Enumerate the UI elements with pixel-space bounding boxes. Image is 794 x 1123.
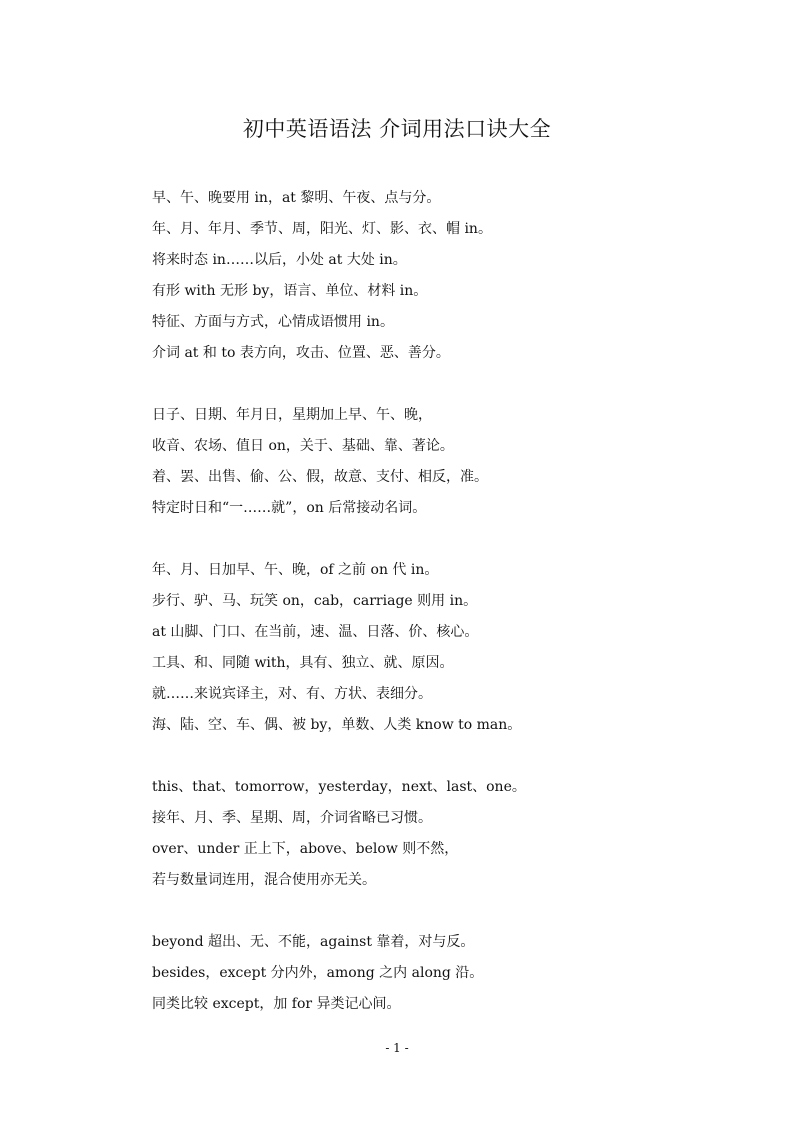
text-line: 接年、月、季、星期、周，介词省略已习惯。 xyxy=(152,810,432,826)
text-line: 早、午、晚要用 in，at 黎明、午夜、点与分。 xyxy=(152,190,441,206)
text-line: 就……来说宾译主，对、有、方状、表细分。 xyxy=(152,686,432,702)
text-line: 特征、方面与方式，心情成语惯用 in。 xyxy=(152,314,394,330)
text-line: 将来时态 in……以后，小处 at 大处 in。 xyxy=(152,252,407,268)
stanza xyxy=(152,555,752,741)
text-line: 若与数量词连用，混合使用亦无关。 xyxy=(152,872,376,888)
page-title: 初中英语语法 介词用法口诀大全 xyxy=(242,117,552,141)
text-line: besides，except 分内外，among 之内 along 沿。 xyxy=(152,965,484,981)
text-line: 工具、和、同随 with，具有、独立、就、原因。 xyxy=(152,655,454,671)
text-line: at 山脚、门口、在当前，速、温、日落、价、核心。 xyxy=(152,624,479,640)
page-number: - 1 - xyxy=(385,1041,409,1055)
stanza xyxy=(152,183,752,369)
stanza xyxy=(152,927,752,1020)
text-line: 年、月、年月、季节、周，阳光、灯、影、衣、帽 in。 xyxy=(152,221,492,237)
text-line: this、that、tomorrow，yesterday，next、last、one。 xyxy=(152,779,526,795)
text-line: 日子、日期、年月日，星期加上早、午、晚， xyxy=(152,407,432,423)
text-line: 年、月、日加早、午、晚，of 之前 on 代 in。 xyxy=(152,562,439,578)
stanza xyxy=(152,772,752,896)
document-body xyxy=(152,183,752,1051)
text-line: 收音、农场、值日 on，关于、基础、靠、著论。 xyxy=(152,438,454,454)
text-line: 特定时日和“一……就”，on 后常接动名词。 xyxy=(152,500,427,516)
text-line: 同类比较 except，加 for 异类记心间。 xyxy=(152,996,401,1012)
text-line: 介词 at 和 to 表方向，攻击、位置、恶、善分。 xyxy=(152,345,450,361)
text-line: over、under 正上下，above、below 则不然， xyxy=(152,841,459,857)
text-line: 步行、驴、马、玩笑 on，cab，carriage 则用 in。 xyxy=(152,593,478,609)
text-line: beyond 超出、无、不能，against 靠着，对与反。 xyxy=(152,934,475,950)
text-line: 海、陆、空、车、偶、被 by，单数、人类 know to man。 xyxy=(152,717,522,733)
text-line: 着、罢、出售、偷、公、假，故意、支付、相反，准。 xyxy=(152,469,488,485)
stanza xyxy=(152,400,752,524)
text-line: 有形 with 无形 by，语言、单位、材料 in。 xyxy=(152,283,428,299)
